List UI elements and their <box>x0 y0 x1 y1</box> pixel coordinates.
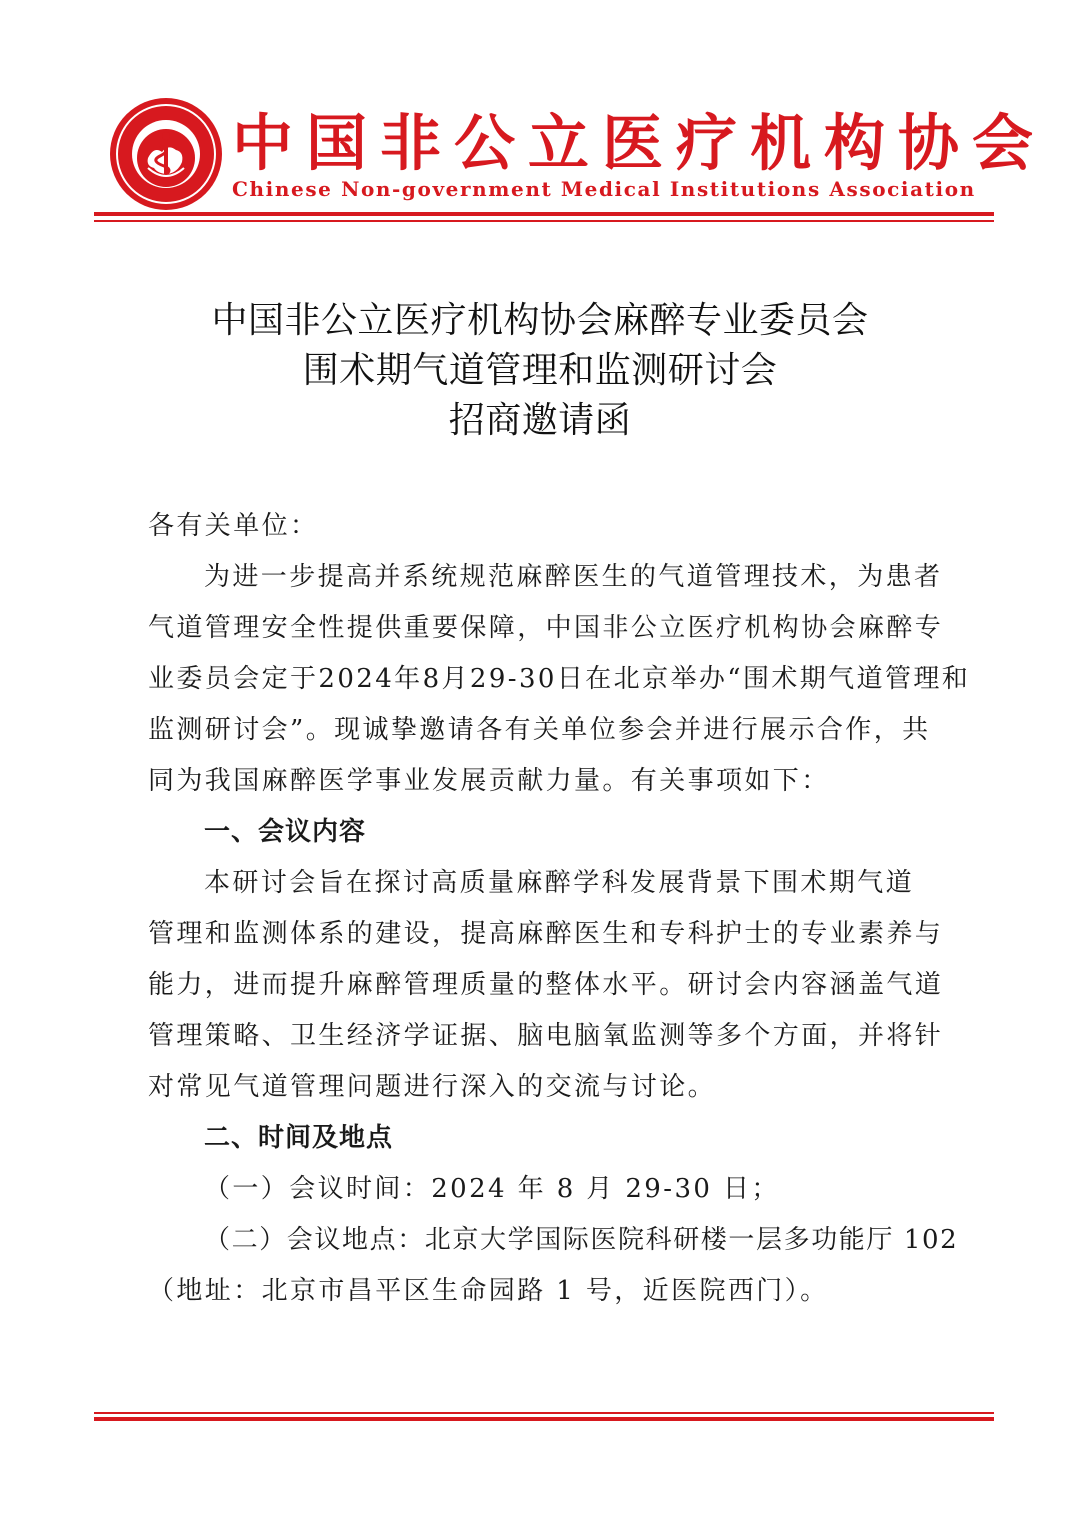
meeting-time: （一）会议时间：2024 年 8 月 29-30 日； <box>204 1174 780 1204</box>
intro-line: 气道管理安全性提供重要保障，中国非公立医疗机构协会麻醉专 <box>148 613 944 643</box>
org-name-chinese: 中国非公立医疗机构协会 <box>232 108 1047 179</box>
header-rule-thin <box>94 220 994 222</box>
title-line-2: 围术期气道管理和监测研讨会 <box>302 350 778 391</box>
association-seal-icon <box>108 96 224 212</box>
meeting-place: （二）会议地点：北京大学国际医院科研楼一层多功能厅 102 <box>204 1225 959 1255</box>
intro-line: 监测研讨会”。现诚挚邀请各有关单位参会并进行展示合作，共 <box>148 715 931 745</box>
footer-rule-thick <box>94 1417 994 1421</box>
salutation: 各有关单位： <box>148 511 319 541</box>
section-1-line: 本研讨会旨在探讨高质量麻醉学科发展背景下围术期气道 <box>204 868 915 898</box>
intro-line: 业委员会定于2024年8月29-30日在北京举办“围术期气道管理和 <box>148 664 971 694</box>
org-name-english: Chinese Non-government Medical Institutions Association <box>232 177 976 201</box>
section-2-heading: 二、时间及地点 <box>204 1123 394 1153</box>
section-1-line: 对常见气道管理问题进行深入的交流与讨论。 <box>148 1072 717 1102</box>
section-1-heading: 一、会议内容 <box>204 817 367 847</box>
footer-rule-thin <box>94 1412 994 1414</box>
intro-line: 同为我国麻醉医学事业发展贡献力量。有关事项如下： <box>148 766 830 796</box>
meeting-address: （地址：北京市昌平区生命园路 1 号，近医院西门）。 <box>148 1276 829 1306</box>
section-1-line: 管理策略、卫生经济学证据、脑电脑氧监测等多个方面，并将针 <box>148 1021 944 1051</box>
title-line-1: 中国非公立医疗机构协会麻醉专业委员会 <box>211 300 869 341</box>
section-1-line: 能力，进而提升麻醉管理质量的整体水平。研讨会内容涵盖气道 <box>148 970 944 1000</box>
intro-line: 为进一步提高并系统规范麻醉医生的气道管理技术，为患者 <box>204 562 943 592</box>
letterhead <box>0 0 1080 240</box>
section-1-line: 管理和监测体系的建设，提高麻醉医生和专科护士的专业素养与 <box>148 919 944 949</box>
title-line-3: 招商邀请函 <box>448 400 632 441</box>
header-rule-thick <box>94 212 994 216</box>
